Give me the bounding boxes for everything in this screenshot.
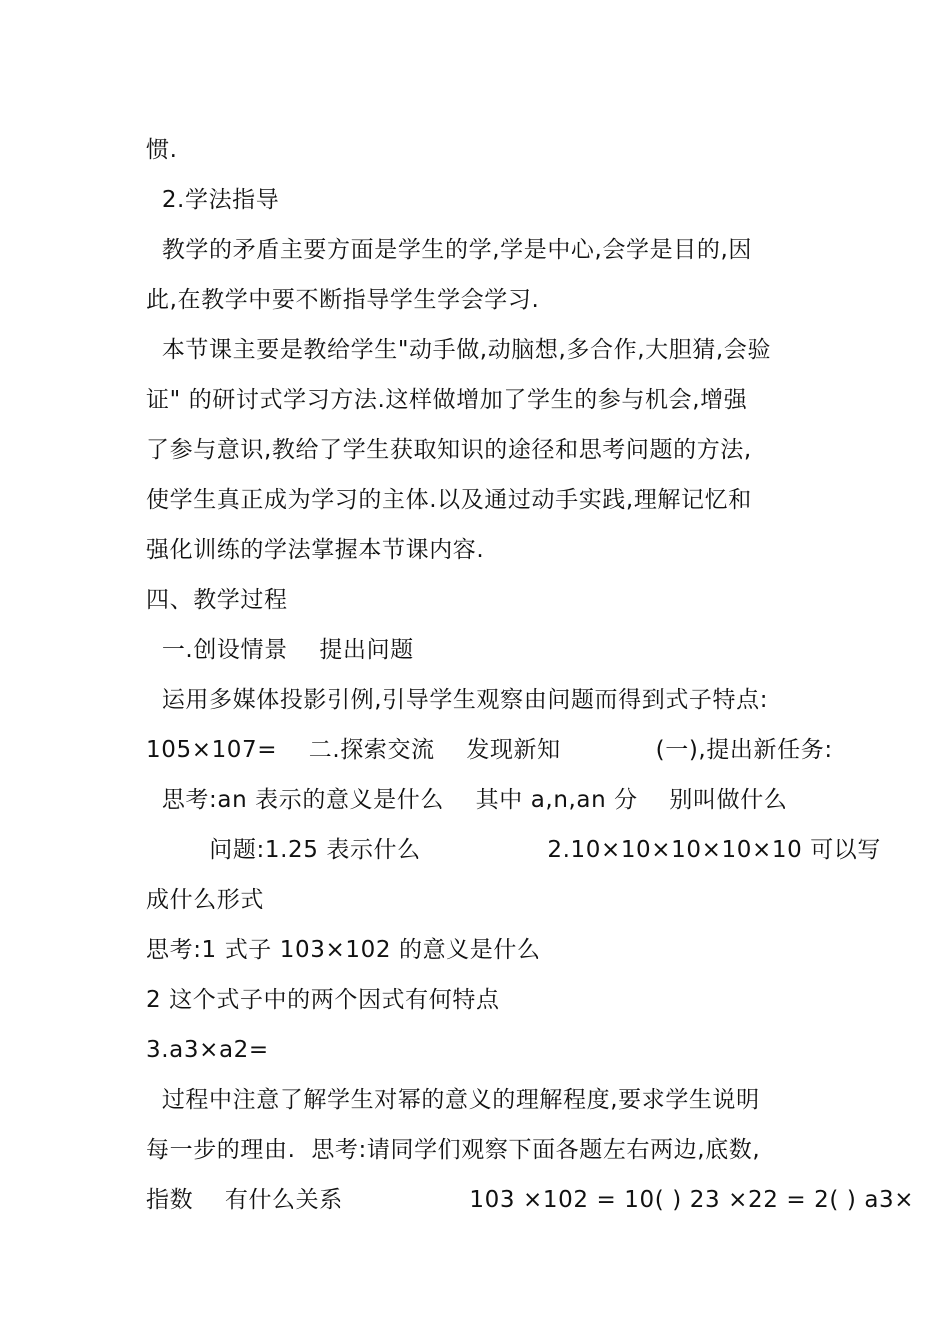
text-line: 惯. — [146, 137, 178, 163]
text-line: 使学生真正成为学习的主体.以及通过动手实践,理解记忆和 — [146, 487, 752, 513]
text-line: 问题:1.25 表示什么 2.10×10×10×10×10 可以写 — [146, 837, 882, 863]
text-line: 指数 有什么关系 103 ×102 = 10( ) 23 ×22 = 2( ) a3× — [146, 1187, 915, 1213]
text-line: 证" 的研讨式学习方法.这样做增加了学生的参与机会,增强 — [146, 387, 748, 413]
text-line: 2.学法指导 — [146, 187, 280, 213]
text-line: 2 这个式子中的两个因式有何特点 — [146, 987, 500, 1013]
section-heading: 四、教学过程 — [146, 587, 288, 613]
text-line: 一.创设情景 提出问题 — [146, 637, 414, 663]
text-line: 运用多媒体投影引例,引导学生观察由问题而得到式子特点: — [146, 687, 769, 713]
text-line: 了参与意识,教给了学生获取知识的途径和思考问题的方法, — [146, 437, 752, 463]
text-line: 教学的矛盾主要方面是学生的学,学是中心,会学是目的,因 — [146, 237, 752, 263]
text-line: 105×107= 二.探索交流 发现新知 (一),提出新任务: — [146, 737, 833, 763]
text-line: 本节课主要是教给学生"动手做,动脑想,多合作,大胆猜,会验 — [146, 337, 772, 363]
text-line: 思考:an 表示的意义是什么 其中 a,n,an 分 别叫做什么 — [146, 787, 788, 813]
text-line: 过程中注意了解学生对幂的意义的理解程度,要求学生说明 — [146, 1087, 760, 1113]
text-line: 强化训练的学法掌握本节课内容. — [146, 537, 485, 563]
text-line: 此,在教学中要不断指导学生学会学习. — [146, 287, 540, 313]
text-line: 成什么形式 — [146, 887, 264, 913]
text-line: 思考:1 式子 103×102 的意义是什么 — [146, 937, 541, 963]
text-line: 每一步的理由. 思考:请同学们观察下面各题左右两边,底数, — [146, 1137, 761, 1163]
text-line: 3.a3×a2= — [146, 1037, 269, 1063]
